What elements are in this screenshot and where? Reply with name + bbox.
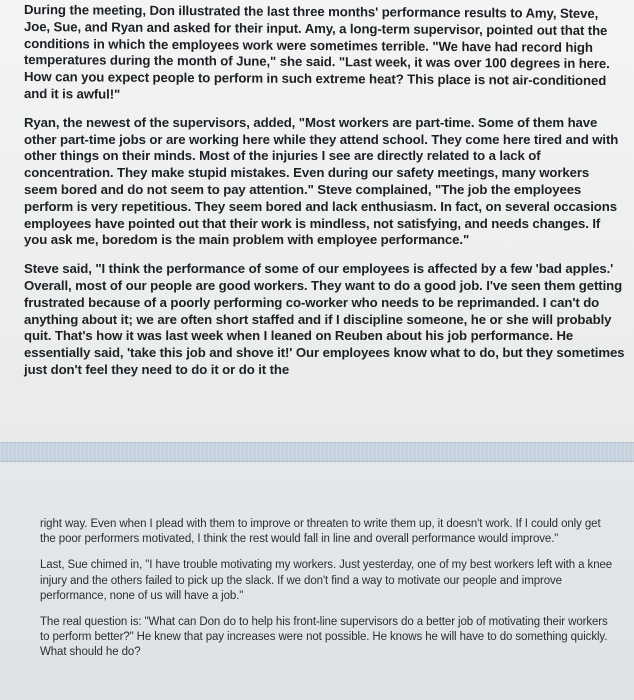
paragraph-ryan-steve-comments: Ryan, the newest of the supervisors, added, "Most workers are part-time. Some of them have other part-time jobs or are working here while they attend school. They come here tired and with other things on their minds. Most of the injuries I see are directly related to a lack of concentration. They make stupid mistakes. Even during our safety meetings, many workers seem bored and do not seem to pay attention." Steve complained, "The job the employees perform is very repetitious. They seem bored and lack enthusiasm. In fact, on several occasions employees have pointed out that their work is mindless, not satisfying, and needs changes. If you ask me, boredom is the main problem with employee performance." — [24, 114, 619, 248]
paragraph-meeting-summary: During the meeting, Don illustrated the last three months' performance results to Amy, Steve, Joe, Sue, and Ryan and asked for their input. Amy, a long-term supervisor, pointed out that the conditions in which the employees work were sometimes terrible. "We have had record high temperatures during the month of June," she said. "Last week, it was over 100 degrees in here. How can you expect people to perform in such extreme heat? This place is not air-conditioned and it is awful!" — [24, 2, 610, 102]
paragraph-continuation: right way. Even when I plead with them to improve or threaten to write them up, it doesn't work. If I could only get the poor performers motivated, I think the rest would fall in line and overall performance would improve." — [40, 518, 601, 546]
bottom-text-panel — [0, 462, 634, 700]
section-divider — [0, 442, 634, 462]
paragraph-real-question: The real question is: "What can Don do to help his front-line supervisors do a better job of motivating their workers to perform better?" He knew that pay increases were not possible. He knows he will have to do something quickly. What should he do? — [40, 616, 608, 659]
paragraph-sue-comment: Last, Sue chimed in, "I have trouble motivating my workers. Just yesterday, one of my best workers left with a knee injury and the others failed to pick up the slack. If we don't find a way to motivate our people and improve performance, none of us will have a job." — [40, 559, 613, 602]
paragraph-steve-bad-apples: Steve said, "I think the performance of some of our employees is affected by a few 'bad apples.' Overall, most of our people are good workers. They want to do a good job. I've seen them getting frustrated because of a poorly performing co-worker who needs to be reprimanded. I can't do anything about it; we are often short staffed and if I discipline someone, he or she will probably quit. That's how it was last week when I leaned on Reuben about his job performance. He essentially said, 'take this job and shove it!' Our employees know what to do, but they sometimes just don't feel they need to do it or do it the — [24, 261, 625, 377]
